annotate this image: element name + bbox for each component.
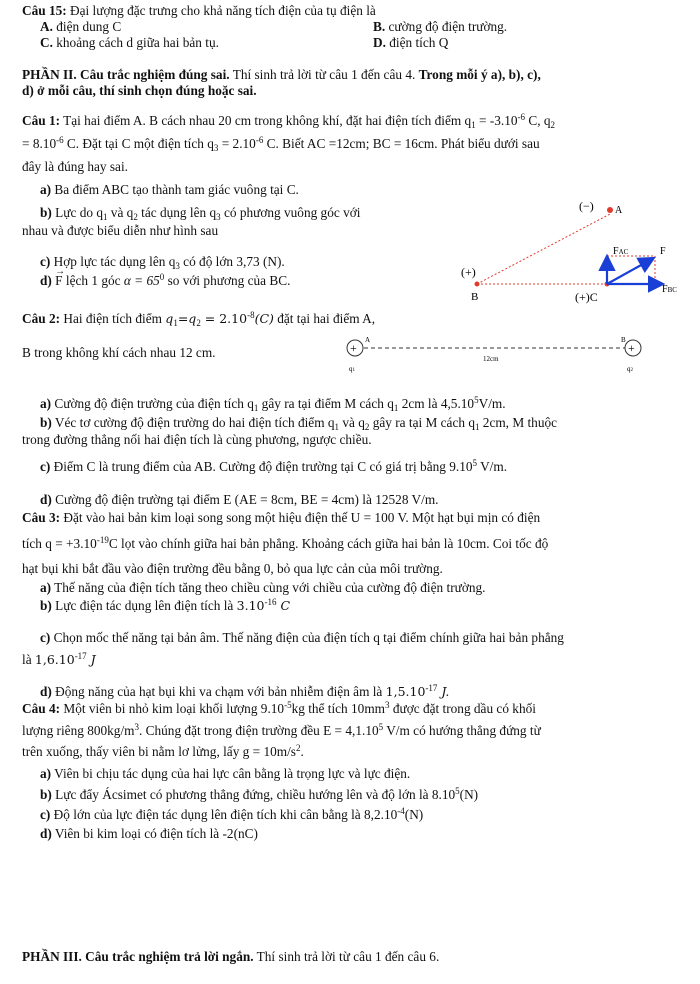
- label-fac: FAC: [613, 246, 629, 257]
- c1-a: a) Ba điểm ABC tạo thành tam giác vuông tại C.: [40, 182, 299, 197]
- c2-b-line2: trong đường thẳng nối hai điện tích là cùng phương, ngược chiều.: [22, 432, 372, 447]
- c3-d: d) Động năng của hạt bụi khi va chạm với bản nhiễm điện âm là $1,5.10^{-17}$ J.: [40, 683, 450, 699]
- c1-b: b) Lực do $q_1$ và $q_2$ tác dụng lên $q_3$ có phương vuông góc với: [40, 205, 361, 222]
- c3-line2: tích $q = +3.10^{-19}C$ lọt vào chính giữa hai bản phẳng. Khoảng cách giữa hai bản là 10cm. Coi tốc độ: [22, 535, 549, 551]
- svg-text:+: +: [350, 341, 357, 355]
- q15-option-b: B. cường độ điện trường.: [373, 19, 508, 34]
- c3-b: b) Lực điện tác dụng lên điện tích là $3.10^{-16}$ C: [40, 597, 291, 613]
- label-c: (+)C: [575, 290, 598, 304]
- c1-d: d) F → lệch 1 góc $\alpha = 65^0$ so với phương của BC.: [40, 266, 291, 288]
- label-b: B: [621, 336, 626, 344]
- c3-line1: Câu 3: Đặt vào hai bản kim loại song song một hiệu điện thế U = 100 V. Một hạt bụi mịn có điện: [22, 510, 541, 525]
- c4-b: b) Lực đẩy Ácsimet có phương thẳng đứng, chiều hướng lên và độ lớn là 8.10$^5$(N): [40, 786, 479, 802]
- label-fbc: FBC: [662, 284, 677, 295]
- charge-b-sign: (+): [461, 265, 476, 279]
- q15-option-a: A. điện dung C: [40, 19, 122, 34]
- c1-line1: Câu 1: Tại hai điểm A. B cách nhau 20 cm trong không khí, đặt hai điện tích điểm $q_1 = -3.10^{-6}$ C, $q_2$: [22, 112, 556, 130]
- c4-d: d) Viên bi kim loại có điện tích là -2(nC): [40, 826, 258, 841]
- c3-a: a) Thế năng của điện tích tăng theo chiều cùng với chiều của cường độ điện trường.: [40, 580, 486, 595]
- part2-line2: d) ở mỗi câu, thí sinh chọn đúng hoặc sai.: [22, 83, 257, 98]
- label-a: A: [615, 205, 623, 216]
- label-a: A: [365, 336, 371, 344]
- q15-option-d: D. điện tích Q: [373, 35, 449, 50]
- label-q2: q2: [627, 365, 633, 373]
- c4-line3: trên xuống, thấy viên bi nằm lơ lửng, lấy $g = 10m/s^2$.: [22, 743, 304, 759]
- c4-a: a) Viên bi chịu tác dụng của hai lực cân bằng là trọng lực và lực điện.: [40, 766, 411, 781]
- c1-c: c) Hợp lực tác dụng lên $q_3$ có độ lớn 3,73 (N).: [40, 254, 285, 271]
- part2-heading: PHẦN II. Câu trắc nghiệm đúng sai. Thí sinh trả lời từ câu 1 đến câu 4. Trong mỗi ý a), b), c),: [22, 67, 541, 82]
- c2-d: d) Cường độ điện trường tại điểm E (AE = 8cm, BE = 4cm) là 12528 V/m.: [40, 492, 439, 507]
- part3-heading: PHẦN III. Câu trắc nghiệm trả lời ngắn. Thí sinh trả lời từ câu 1 đến câu 6.: [22, 949, 440, 964]
- point-a: [607, 207, 613, 213]
- c4-line1: Câu 4: Một viên bi nhỏ kim loại khối lượng $9.10^{-5}kg$ thể tích $10mm^3$ được đặt trong dầu có khối: [22, 700, 536, 716]
- label-f: F: [660, 246, 666, 257]
- c2-c: c) Điểm C là trung điểm của AB. Cường độ điện trường tại C có giá trị bằng 9.10$^5$ V/m.: [40, 458, 508, 474]
- resultant-force-arrow: [607, 259, 652, 284]
- c2-line1: Câu 2: Hai điện tích điểm $q_1=q_2 = 2.10^{-8}(C)$ đặt tại hai điểm A,: [22, 310, 376, 328]
- c3-line3: hạt bụi khi bắt đầu vào điện trường đều bằng 0, bỏ qua lực cản của môi trường.: [22, 561, 443, 576]
- label-b: B: [471, 291, 479, 303]
- c2-b: b) Véc tơ cường độ điện trường do hai điện tích điểm $q_1$ và $q_2$ gây ra tại M cách $q_1$ 2cm, M thuộc: [40, 415, 558, 432]
- label-q1: q1: [349, 365, 355, 373]
- c4-line2: lượng riêng $800kg/m^3$. Chúng đặt trong điện trường đều $E = 4,1.10^5$ V/m có hướng thẳng đứng từ: [22, 722, 541, 738]
- q15-option-c: C. khoảng cách d giữa hai bản tụ.: [40, 35, 219, 50]
- c1-line2: = $8.10^{-6}$ C. Đặt tại C một điện tích $q_3 = 2.10^{-6}$ C. Biết AC =12cm; BC = 16cm. Phát biểu dưới sau: [22, 135, 540, 153]
- c2-line2: B trong không khí cách nhau 12 cm.: [22, 345, 216, 360]
- point-b: [475, 282, 480, 287]
- c2-charges-diagram: [335, 333, 655, 375]
- c1-line3: đây là đúng hay sai.: [22, 159, 128, 174]
- c2-a: a) Cường độ điện trường của điện tích $q_1$ gây ra tại điểm M cách $q_1$ 2cm là 4,5.10$^5$V/m.: [40, 395, 506, 413]
- c3-c: c) Chọn mốc thế năng tại bản âm. Thế năng điện của điện tích q tại điểm chính giữa hai bản phẳng: [40, 630, 564, 645]
- q15-stem: Câu 15: Đại lượng đặc trưng cho khả năng tích điện của tụ điện là: [22, 3, 376, 18]
- c3-c-line2: là $1,6.10^{-17}$ J: [22, 651, 96, 667]
- charge-a-sign: (−): [579, 199, 594, 213]
- c1-b-line2: nhau và được biểu diễn như hình sau: [22, 223, 219, 238]
- c4-c: c) Độ lớn của lực điện tác dụng lên điện tích khi cân bằng là $8,2.10^{-4}(N)$: [40, 806, 424, 822]
- svg-text:+: +: [628, 341, 635, 355]
- distance-label: 12cm: [483, 355, 499, 363]
- c1-force-diagram: [455, 196, 690, 306]
